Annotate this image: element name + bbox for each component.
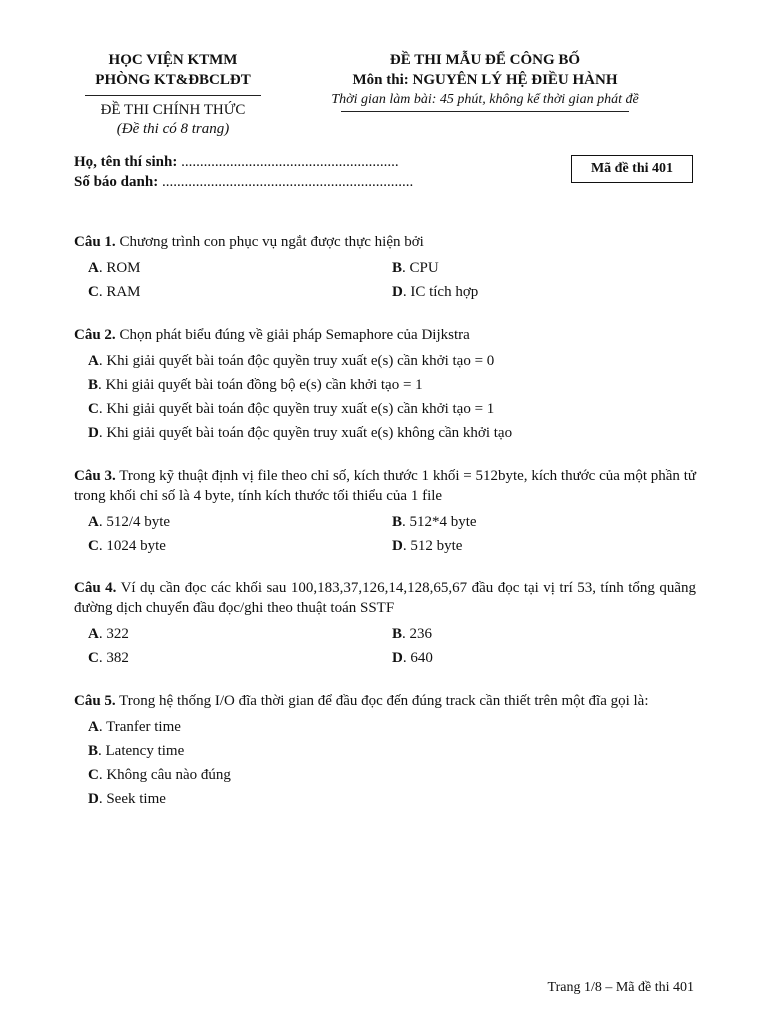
option-letter: D [392,538,403,554]
question-1 [74,232,696,304]
question-stem [74,232,696,252]
question-5 [74,691,696,811]
question-number: Câu 3. [74,468,116,484]
option-letter: A [88,260,99,276]
answer-options [74,622,696,670]
option-a [74,510,392,534]
option-letter: B [392,514,403,530]
option-b [74,739,696,763]
question-number: Câu 1. [74,234,116,250]
candidate-info [74,152,413,192]
option-text: . Seek time [98,791,166,807]
option-c [74,280,392,304]
option-text: . CPU [402,260,439,276]
option-letter: C [88,284,99,300]
question-stem [74,691,696,711]
option-letter: C [88,401,99,417]
candidate-name-label: Họ, tên thí sinh: [74,154,178,170]
option-letter: A [88,626,99,642]
option-letter: A [88,353,99,369]
option-c [74,534,392,558]
option-b [74,373,696,397]
option-text: . Khi giải quyết bài toán độc quyền truy xuất e(s) không cần khởi tạo [98,425,513,441]
option-letter: B [88,377,99,393]
question-2 [74,325,696,445]
page-count-note: (Đề thi có 8 trang) [116,121,230,137]
option-b [392,510,696,534]
option-letter: C [88,767,99,783]
question-text: Chương trình con phục vụ ngắt được thực hiện bởi [115,234,424,250]
header-divider-right [341,111,629,112]
question-text: Ví dụ cần đọc các khối sau 100,183,37,126,14,128,65,67 đầu đọc tại vị trí 53, tính tổng quãng đường dịch chuyển đầu đọc/ghi theo thuật toán SSTF [74,580,696,616]
option-text: . ROM [98,260,141,276]
option-letter: D [392,650,403,666]
option-text: . 236 [402,626,433,642]
option-text: . 512 byte [402,538,463,554]
option-text: . Khi giải quyết bài toán độc quyền truy xuất e(s) cần khởi tạo = 1 [98,401,495,417]
candidate-id-line [74,172,413,192]
option-text: . Latency time [98,743,185,759]
question-text: Chọn phát biểu đúng về giải pháp Semaphore của Dijkstra [115,327,470,343]
option-text: . 322 [98,626,129,642]
option-text: . RAM [98,284,141,300]
option-a [74,256,392,280]
answer-options [74,510,696,558]
option-text: . 512*4 byte [402,514,477,530]
option-letter: D [392,284,403,300]
exam-subject: Môn thi: NGUYÊN LÝ HỆ ĐIỀU HÀNH [352,72,618,88]
option-d [392,534,696,558]
question-text: Trong kỹ thuật định vị file theo chỉ số, kích thước 1 khối = 512byte, kích thước của một phần tử trong khối chỉ số là 4 byte, tính kích thước tối thiểu của 1 file [74,468,696,504]
option-letter: D [88,791,99,807]
option-d [74,421,696,445]
option-a [74,349,696,373]
department-name: PHÒNG KT&ĐBCLĐT [95,72,251,88]
option-letter: B [88,743,99,759]
option-text: . Không câu nào đúng [98,767,231,783]
candidate-id-label: Số báo danh: [74,174,159,190]
answer-options [74,256,696,304]
option-a [74,622,392,646]
question-3 [74,466,696,558]
option-text: . 512/4 byte [98,514,171,530]
question-text: Trong hệ thống I/O đĩa thời gian để đầu đọc đến đúng track cần thiết trên một đĩa gọi là: [115,693,649,709]
question-stem [74,578,696,618]
option-d [392,646,696,670]
option-letter: B [392,626,403,642]
option-d [392,280,696,304]
question-number: Câu 2. [74,327,116,343]
candidate-id-blank: ................................................................... [158,174,414,190]
option-d [74,787,696,811]
question-number: Câu 4. [74,580,117,596]
page-footer: Trang 1/8 – Mã đề thi 401 [547,980,694,995]
option-letter: C [88,538,99,554]
official-exam-label: ĐỀ THI CHÍNH THỨC [100,102,246,118]
exam-code-box: Mã đề thi 401 [571,155,693,183]
option-text: . Tranfer time [98,719,181,735]
option-c [74,763,696,787]
option-letter: D [88,425,99,441]
option-text: . Khi giải quyết bài toán độc quyền truy xuất e(s) cần khởi tạo = 0 [98,353,495,369]
option-text: . IC tích hợp [402,284,479,300]
candidate-name-line [74,152,413,172]
question-4 [74,578,696,670]
candidate-name-blank: .......................................................... [177,154,399,170]
option-letter: A [88,719,99,735]
option-text: . Khi giải quyết bài toán đồng bộ e(s) cần khởi tạo = 1 [98,377,423,393]
option-c [74,397,696,421]
institution-header [62,50,284,138]
option-letter: B [392,260,403,276]
option-b [392,622,696,646]
answer-options [74,349,696,445]
option-letter: C [88,650,99,666]
exam-title: ĐỀ THI MẪU ĐỂ CÔNG BỐ [389,52,581,68]
option-letter: A [88,514,99,530]
question-stem [74,325,696,345]
option-b [392,256,696,280]
institution-name: HỌC VIỆN KTMM [108,52,238,68]
header-divider-left [85,95,261,96]
option-text: . 382 [98,650,129,666]
option-a [74,715,696,739]
answer-options [74,715,696,811]
exam-duration: Thời gian làm bài: 45 phút, không kể thời gian phát đề [331,92,639,107]
question-stem [74,466,696,506]
option-c [74,646,392,670]
option-text: . 640 [402,650,433,666]
exam-header [300,50,670,112]
question-number: Câu 5. [74,693,116,709]
option-text: . 1024 byte [98,538,166,554]
